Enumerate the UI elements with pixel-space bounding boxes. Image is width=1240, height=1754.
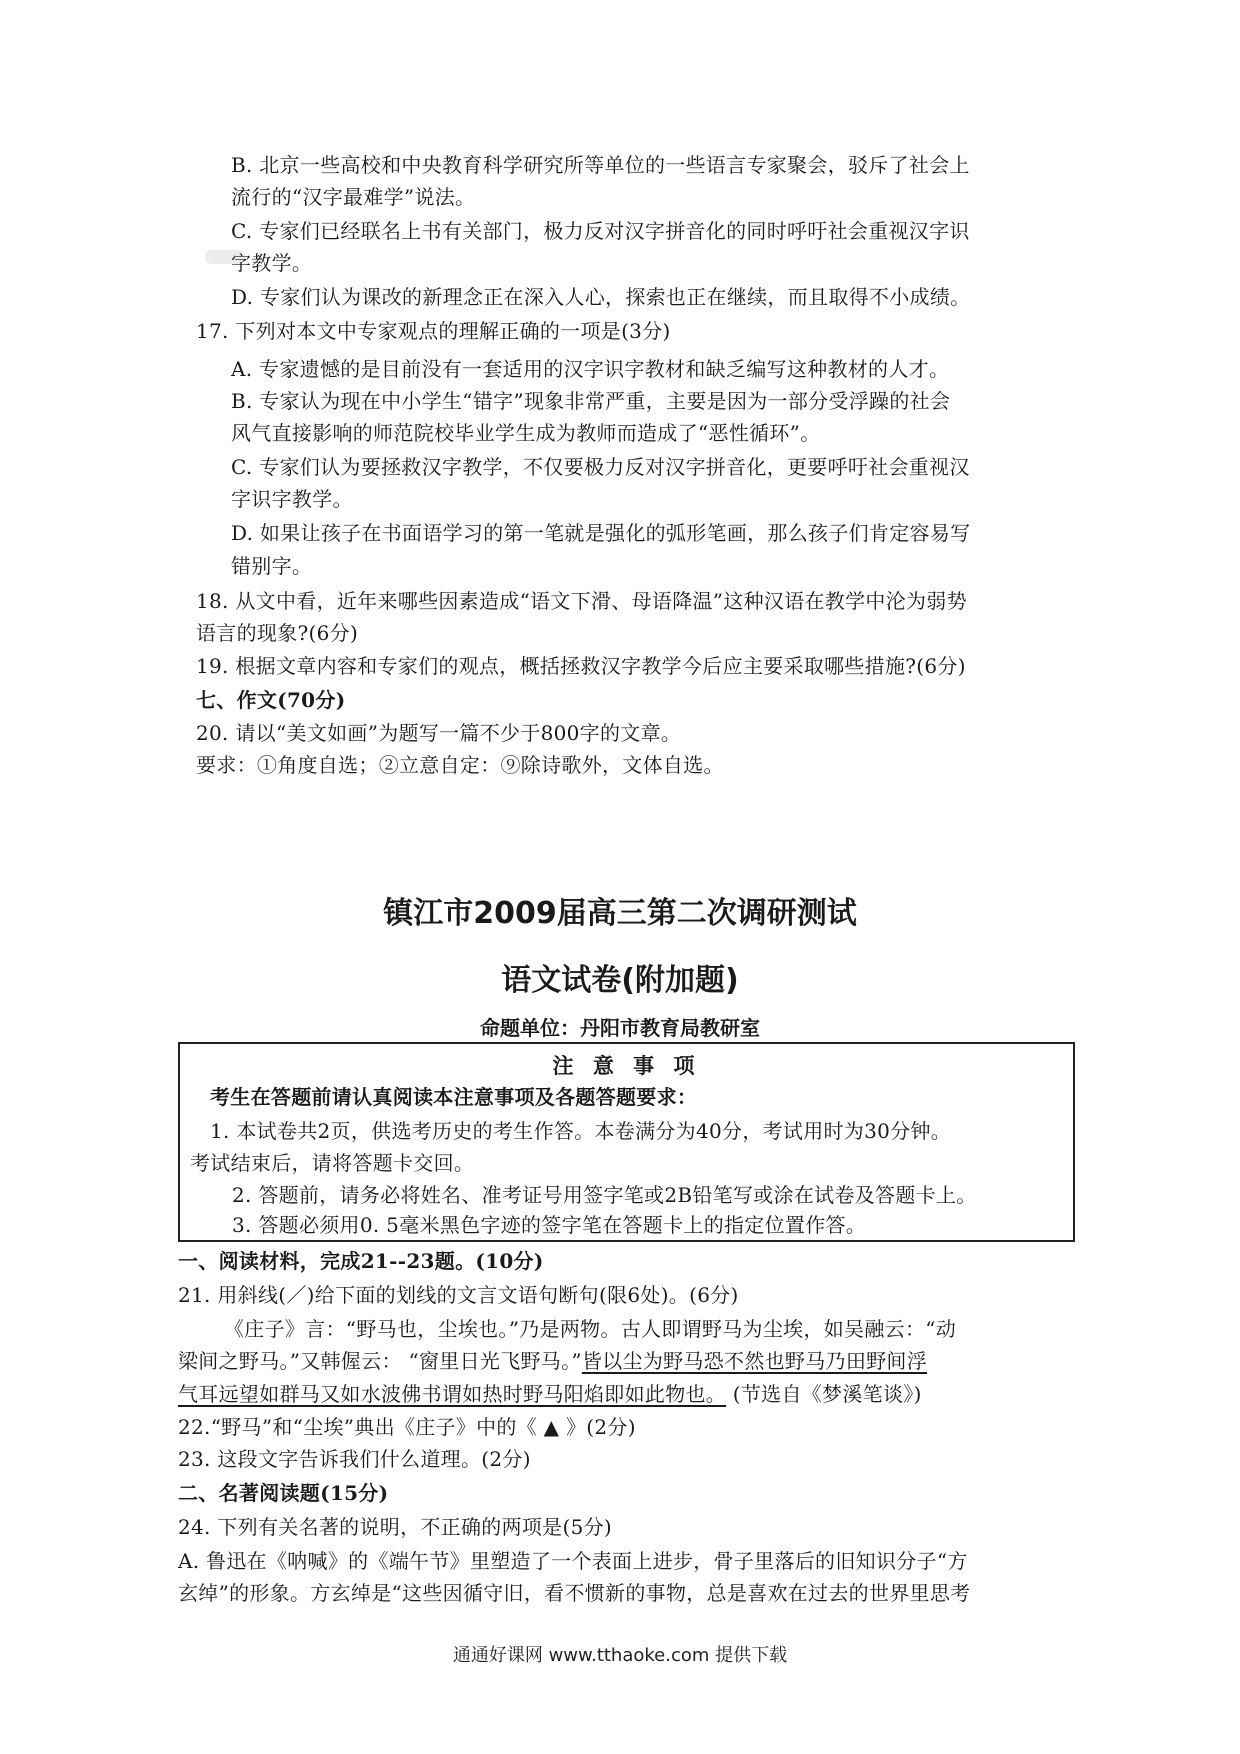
q17-option-b-line1: B. 专家认为现在中小学生“错字”现象非常严重，主要是因为一部分受浮躁的社会 — [231, 389, 951, 413]
essay-requirements: 要求：①角度自选；②立意自定：⑨除诗歌外，文体自选。 — [196, 753, 724, 777]
passage-line2 — [178, 1348, 927, 1374]
q17-option-a: A. 专家遗憾的是目前没有一套适用的汉字识字教材和缺乏编写这种教材的人才。 — [231, 357, 950, 381]
question-21: 21. 用斜线(／)给下面的划线的文言文语句断句(限6处)。(6分) — [178, 1283, 739, 1307]
q24-option-a-line1: A. 鲁迅在《呐喊》的《端午节》里塑造了一个表面上进步，骨子里落后的旧知识分子“方 — [178, 1549, 968, 1573]
q17-option-c-line2: 字识字教学。 — [231, 487, 353, 511]
notice-item-1a: 1. 本试卷共2页，供选考历史的考生作答。本卷满分为40分，考试用时为30分钟。 — [210, 1119, 952, 1143]
notice-item-2: 2. 答题前，请务必将姓名、准考证号用签字笔或2B铅笔写或涂在试卷及答题卡上。 — [232, 1183, 977, 1207]
part-1-heading: 一、阅读材料，完成21--23题。(10分) — [178, 1249, 544, 1273]
notice-intro: 考生在答题前请认真阅读本注意事项及各题答题要求： — [210, 1085, 698, 1109]
passage-line1: 《庄子》言：“野马也，尘埃也。”乃是两物。古人即谓野马为尘埃，如吴融云：“动 — [224, 1317, 957, 1341]
passage-line3 — [178, 1381, 922, 1407]
q17-option-c-line1: C. 专家们认为要拯救汉字教学，不仅要极力反对汉字拼音化，更要呼吁社会重视汉 — [231, 455, 970, 479]
question-17: 17. 下列对本文中专家观点的理解正确的一项是(3分) — [196, 319, 671, 343]
section-7-heading: 七、作文(70分) — [196, 688, 346, 712]
option-c-line2: 字教学。 — [231, 251, 313, 275]
notice-item-3: 3. 答题必须用0. 5毫米黑色字迹的签字笔在答题卡上的指定位置作答。 — [232, 1213, 867, 1237]
page-footer: 通通好课网 www.tthaoke.com 提供下载 — [452, 1645, 788, 1666]
notice-item-1b: 考试结束后，请将答题卡交回。 — [190, 1151, 475, 1175]
option-b-line1: B. 北京一些高校和中央教育科学研究所等单位的一些语言专家聚会，驳斥了社会上 — [231, 153, 970, 177]
option-b-line2: 流行的“汉字最难学”说法。 — [231, 185, 476, 209]
question-24: 24. 下列有关名著的说明，不正确的两项是(5分) — [178, 1515, 612, 1539]
option-c-line1: C. 专家们已经联名上书有关部门，极力反对汉字拼音化的同时呼吁社会重视汉字识 — [231, 219, 970, 243]
passage-line3-underlined: 气耳远望如群马又如水波佛书谓如热时野马阳焰即如此物也。 — [178, 1382, 727, 1406]
question-22: 22.“野马”和“尘埃”典出《庄子》中的《 ▲ 》(2分) — [178, 1415, 636, 1439]
question-20: 20. 请以“美文如画”为题写一篇不少于800字的文章。 — [196, 721, 682, 745]
q17-option-d-line2: 错别字。 — [231, 554, 313, 578]
option-d-line1: D. 专家们认为课改的新理念正在深入人心，探索也正在继续，而且取得不小成绩。 — [231, 285, 971, 309]
exam-unit: 命题单位：丹阳市教育局教研室 — [480, 1016, 760, 1040]
exam-subtitle: 语文试卷(附加题) — [501, 963, 739, 998]
exam-title: 镇江市2009届高三第二次调研测试 — [383, 896, 857, 931]
question-19: 19. 根据文章内容和专家们的观点，概括拯救汉字教学今后应主要采取哪些措施?(6分) — [196, 654, 966, 678]
question-23: 23. 这段文字告诉我们什么道理。(2分) — [178, 1447, 531, 1471]
q24-option-a-line2: 玄绰”的形象。方玄绰是“这些因循守旧，看不惯新的事物，总是喜欢在过去的世界里思考 — [178, 1581, 971, 1605]
question-18-line2: 语言的现象?(6分) — [196, 621, 359, 645]
q17-option-d-line1: D. 如果让孩子在书面语学习的第一笔就是强化的弧形笔画，那么孩子们肯定容易写 — [231, 521, 971, 545]
question-18-line1: 18. 从文中看，近年来哪些因素造成“语文下滑、母语降温”这种汉语在教学中沦为弱势 — [196, 589, 967, 613]
notice-box — [178, 1042, 1075, 1242]
passage-source: (节选自《梦溪笔谈》) — [726, 1382, 922, 1406]
notice-title: 注 意 事 项 — [552, 1054, 701, 1078]
part-2-heading: 二、名著阅读题(15分) — [178, 1481, 389, 1505]
q17-option-b-line2: 风气直接影响的师范院校毕业学生成为教师而造成了“恶性循环”。 — [231, 421, 821, 445]
passage-line2-text: 梁间之野马。”又韩偓云： “窗里日光飞野马。” — [178, 1349, 582, 1373]
passage-line2-underlined: 皆以尘为野马恐不然也野马乃田野间浮 — [581, 1349, 928, 1373]
